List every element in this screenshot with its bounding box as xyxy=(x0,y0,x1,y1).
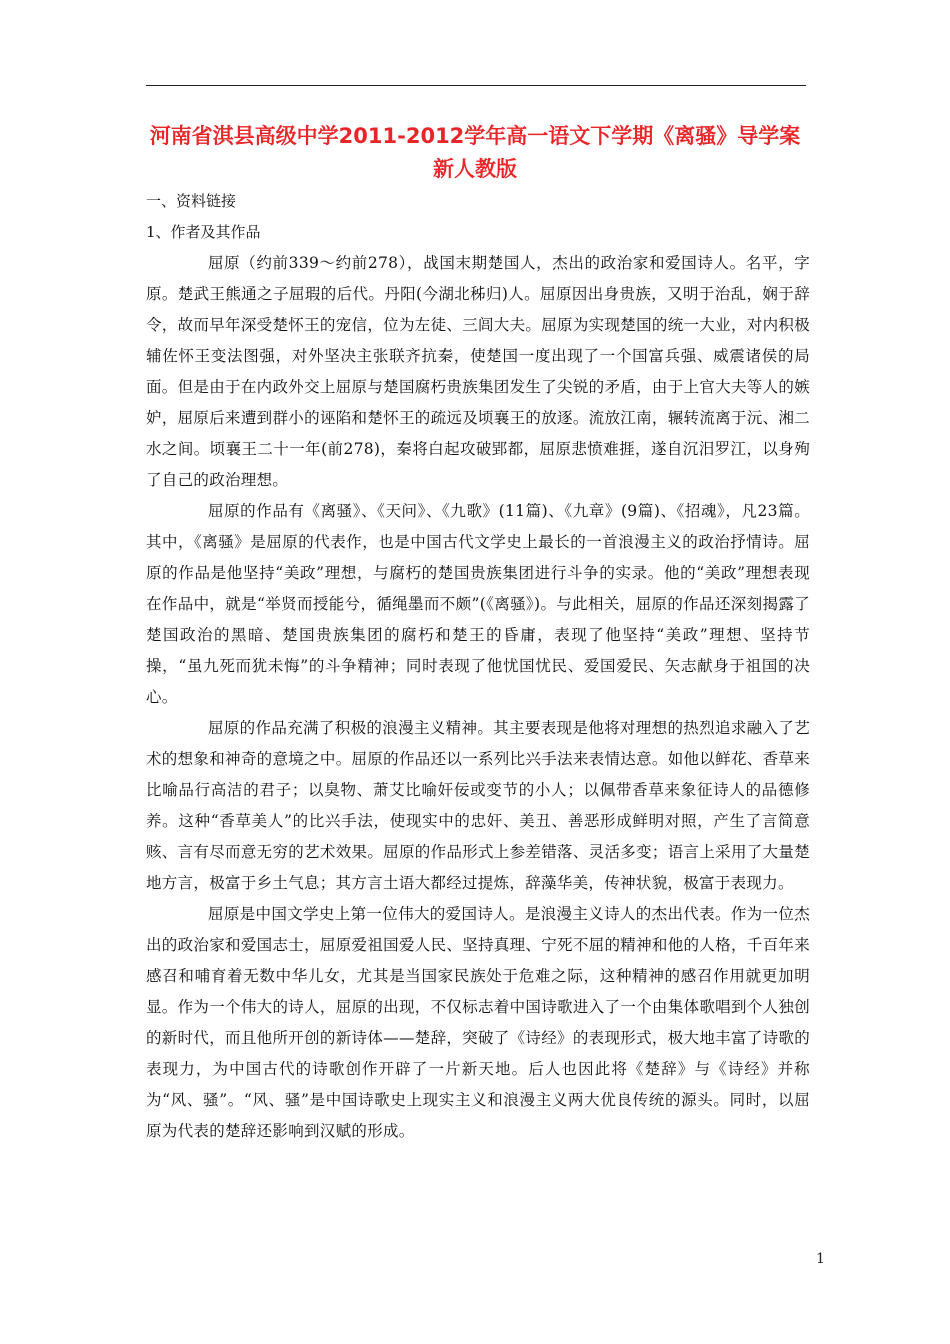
page-number: 1 xyxy=(816,1251,825,1267)
title-line-1: 河南省淇县高级中学2011-2012学年高一语文下学期《离骚》导学案 xyxy=(149,124,801,148)
document-body xyxy=(146,186,810,1147)
paragraph-works: 屈原的作品有《离骚》、《天问》、《九歌》(11篇)、《九章》(9篇)、《招魂》，凡23篇。其中，《离骚》是屈原的代表作，也是中国古代文学史上最长的一首浪漫主义的政治抒情诗。屈原的作品是他坚持“美政”理想，与腐朽的楚国贵族集团进行斗争的实录。他的“美政”理想表现在作品中，就是“举贤而授能兮，循绳墨而不颇”(《离骚》)。与此相关，屈原的作品还深刻揭露了楚国政治的黑暗、楚国贵族集团的腐朽和楚王的昏庸，表现了他坚持“美政”理想、坚持节操，“虽九死而犹未悔”的斗争精神；同时表现了他忧国忧民、爱国爱民、矢志献身于祖国的决心。 xyxy=(146,502,810,706)
paragraph-romanticism: 屈原的作品充满了积极的浪漫主义精神。其主要表现是他将对理想的热烈追求融入了艺术的想象和神奇的意境之中。屈原的作品还以一系列比兴手法来表情达意。如他以鲜花、香草来比喻品行高洁的君子；以臭物、萧艾比喻奸佞或变节的小人；以佩带香草来象征诗人的品德修养。这种“香草美人”的比兴手法，使现实中的忠奸、美丑、善恶形成鲜明对照，产生了言简意赅、言有尽而意无穷的艺术效果。屈原的作品形式上参差错落、灵活多变；语言上采用了大量楚地方言，极富于乡土气息；其方言土语大都经过提炼，辞藻华美，传神状貌，极富于表现力。 xyxy=(146,719,810,892)
header-rule xyxy=(146,85,806,86)
subsection-heading: 1、作者及其作品 xyxy=(146,223,261,241)
paragraph-biography: 屈原（约前339～约前278），战国末期楚国人，杰出的政治家和爱国诗人。名平，字原。楚武王熊通之子屈瑕的后代。丹阳(今湖北秭归)人。屈原因出身贵族，又明于治乱，娴于辞令，故而早年深受楚怀王的宠信，位为左徒、三闾大夫。屈原为实现楚国的统一大业，对内积极辅佐怀王变法图强，对外坚决主张联齐抗秦，使楚国一度出现了一个国富兵强、威震诸侯的局面。但是由于在内政外交上屈原与楚国腐朽贵族集团发生了尖锐的矛盾，由于上官大夫等人的嫉妒，屈原后来遭到群小的诬陷和楚怀王的疏远及顷襄王的放逐。流放江南，辗转流离于沅、湘二水之间。顷襄王二十一年(前278)，秦将白起攻破郢都，屈原悲愤难捱，遂自沉汨罗江，以身殉了自己的政治理想。 xyxy=(146,254,810,489)
title-line-2: 新人教版 xyxy=(433,157,517,181)
paragraph-legacy: 屈原是中国文学史上第一位伟大的爱国诗人。是浪漫主义诗人的杰出代表。作为一位杰出的政治家和爱国志士，屈原爱祖国爱人民、坚持真理、宁死不屈的精神和他的人格，千百年来感召和哺育着无数中华儿女，尤其是当国家民族处于危难之际，这种精神的感召作用就更加明显。作为一个伟大的诗人，屈原的出现，不仅标志着中国诗歌进入了一个由集体歌唱到个人独创的新时代，而且他所开创的新诗体——楚辞，突破了《诗经》的表现形式，极大地丰富了诗歌的表现力，为中国古代的诗歌创作开辟了一片新天地。后人也因此将《楚辞》与《诗经》并称为“风、骚”。“风、骚”是中国诗歌史上现实主义和浪漫主义两大优良传统的源头。同时，以屈原为代表的楚辞还影响到汉赋的形成。 xyxy=(146,905,810,1140)
section-heading: 一、资料链接 xyxy=(146,192,237,210)
document-title xyxy=(130,120,820,186)
